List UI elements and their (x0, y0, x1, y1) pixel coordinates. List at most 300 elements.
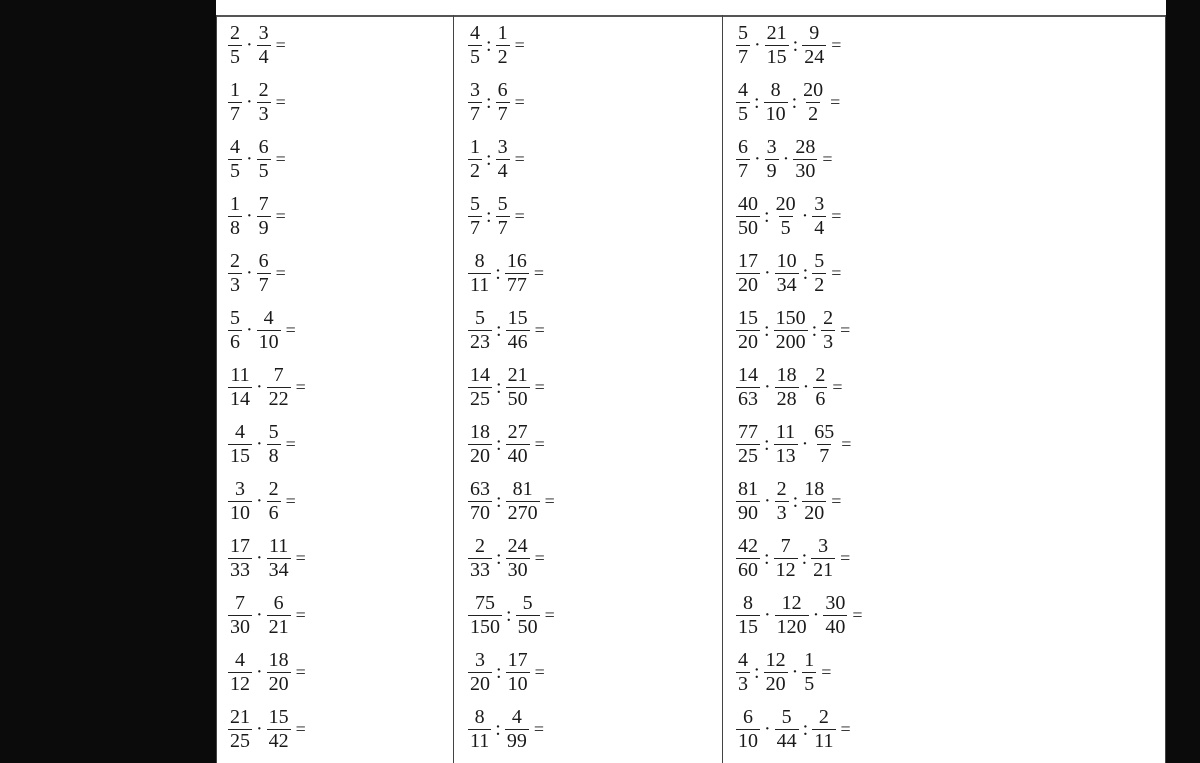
fraction (466, 22, 484, 69)
fraction (734, 592, 762, 639)
fraction (226, 193, 244, 240)
numerator: 4 (263, 307, 274, 329)
exercise-row (466, 17, 525, 74)
multiplication-dot: · (801, 433, 809, 455)
numerator: 4 (738, 649, 748, 671)
denominator: 7 (738, 160, 748, 182)
numerator: 4 (235, 649, 245, 671)
fraction (762, 79, 790, 126)
denominator: 10 (258, 331, 279, 353)
numerator: 18 (268, 649, 289, 671)
equals-sign: = (514, 149, 525, 169)
numerator: 24 (507, 535, 528, 557)
numerator: 4 (511, 706, 522, 728)
equals-sign: = (534, 548, 545, 568)
numerator: 6 (258, 136, 269, 158)
exercise-row (466, 644, 545, 701)
equals-sign: = (285, 320, 296, 340)
numerator: 8 (474, 706, 485, 728)
numerator: 21 (507, 364, 528, 386)
denominator: 30 (795, 160, 816, 182)
numerator: 7 (273, 364, 284, 386)
fraction (265, 592, 293, 639)
fraction (734, 136, 752, 183)
division-sign: : (801, 547, 808, 569)
fraction (255, 193, 273, 240)
denominator: 10 (738, 730, 758, 752)
numerator: 18 (470, 421, 490, 443)
multiplication-dot: · (246, 262, 253, 284)
fraction (504, 421, 532, 468)
denominator: 40 (825, 616, 846, 638)
numerator: 3 (235, 478, 245, 500)
equals-sign: = (544, 605, 555, 625)
fraction (762, 649, 790, 696)
denominator: 11 (470, 730, 490, 752)
numerator: 3 (258, 22, 269, 44)
numerator: 6 (743, 706, 753, 728)
numerator: 3 (470, 79, 480, 101)
exercise-row (226, 473, 296, 530)
fraction (226, 592, 254, 639)
numerator: 77 (738, 421, 758, 443)
numerator: 2 (475, 535, 485, 557)
fraction (809, 535, 837, 582)
numerator: 5 (814, 250, 825, 272)
numerator: 3 (766, 136, 777, 158)
numerator: 9 (809, 22, 820, 44)
exercise-row (734, 530, 850, 587)
denominator: 63 (738, 388, 758, 410)
numerator: 40 (738, 193, 758, 215)
division-sign: : (802, 718, 809, 740)
exercise-row (734, 188, 841, 245)
denominator: 46 (507, 331, 528, 353)
fraction (811, 364, 829, 411)
fraction (466, 250, 493, 297)
fraction (734, 421, 762, 468)
equals-sign: = (295, 719, 306, 739)
fraction (504, 649, 532, 696)
fraction (503, 250, 531, 297)
division-sign: : (486, 91, 492, 113)
denominator: 8 (230, 217, 240, 239)
exercise-row (734, 74, 840, 131)
exercise-row (226, 302, 296, 359)
numerator: 16 (506, 250, 527, 272)
fraction (810, 250, 828, 297)
fraction (466, 79, 484, 126)
fraction (504, 307, 532, 354)
fraction (773, 364, 801, 411)
fraction (255, 250, 273, 297)
fraction (504, 478, 542, 525)
denominator: 28 (776, 388, 797, 410)
division-sign: : (496, 547, 502, 569)
exercise-row (734, 131, 833, 188)
numerator: 42 (738, 535, 758, 557)
table-top-border (216, 15, 1166, 17)
fraction (466, 535, 494, 582)
denominator: 30 (230, 616, 250, 638)
denominator: 50 (738, 217, 758, 239)
denominator: 21 (268, 616, 289, 638)
equals-sign: = (295, 377, 306, 397)
exercise-row (226, 131, 286, 188)
fraction (734, 79, 752, 126)
exercise-row (226, 644, 306, 701)
denominator: 6 (268, 502, 279, 524)
equals-sign: = (831, 491, 842, 511)
denominator: 20 (738, 331, 758, 353)
multiplication-dot: · (246, 91, 253, 113)
division-sign: : (496, 433, 502, 455)
numerator: 15 (738, 307, 758, 329)
fraction (226, 649, 254, 696)
exercise-row (734, 17, 841, 74)
numerator: 3 (497, 136, 508, 158)
fraction (466, 706, 493, 753)
denominator: 6 (230, 331, 240, 353)
denominator: 8 (268, 445, 279, 467)
equals-sign: = (295, 548, 306, 568)
fraction (772, 535, 800, 582)
multiplication-dot: · (754, 34, 761, 56)
equals-sign: = (275, 206, 286, 226)
exercise-row (466, 74, 525, 131)
numerator: 1 (230, 193, 240, 215)
exercise-row (226, 359, 306, 416)
denominator: 2 (808, 103, 819, 125)
division-sign: : (791, 91, 798, 113)
exercise-row (734, 245, 841, 302)
equals-sign: = (285, 434, 296, 454)
division-sign: : (496, 490, 502, 512)
multiplication-dot: · (246, 148, 253, 170)
equals-sign: = (514, 35, 525, 55)
fraction (226, 535, 254, 582)
equals-sign: = (533, 719, 544, 739)
numerator: 7 (780, 535, 791, 557)
fraction (226, 364, 254, 411)
multiplication-dot: · (256, 433, 263, 455)
numerator: 14 (738, 364, 758, 386)
denominator: 22 (268, 388, 289, 410)
fraction (819, 307, 837, 354)
denominator: 12 (775, 559, 796, 581)
fraction (226, 22, 244, 69)
fraction (226, 250, 244, 297)
multiplication-dot: · (764, 490, 771, 512)
exercise-row (466, 587, 555, 644)
denominator: 20 (765, 673, 786, 695)
equals-sign: = (544, 491, 555, 511)
fraction (255, 22, 273, 69)
numerator: 30 (825, 592, 846, 614)
numerator: 8 (770, 79, 781, 101)
denominator: 3 (823, 331, 834, 353)
denominator: 14 (230, 388, 250, 410)
denominator: 3 (776, 502, 787, 524)
denominator: 20 (738, 274, 758, 296)
denominator: 5 (230, 46, 240, 68)
denominator: 7 (497, 217, 508, 239)
fraction (810, 421, 838, 468)
denominator: 23 (470, 331, 490, 353)
equals-sign: = (821, 662, 832, 682)
numerator: 1 (470, 136, 480, 158)
numerator: 20 (775, 193, 796, 215)
equals-sign: = (534, 320, 545, 340)
denominator: 2 (470, 160, 480, 182)
fraction (773, 592, 811, 639)
denominator: 4 (814, 217, 825, 239)
denominator: 150 (470, 616, 500, 638)
fraction (255, 79, 273, 126)
exercise-row (734, 701, 851, 758)
exercise-row (466, 701, 544, 758)
denominator: 10 (507, 673, 528, 695)
denominator: 34 (776, 274, 797, 296)
equals-sign: = (514, 206, 525, 226)
worksheet-page (216, 0, 1166, 763)
fraction (773, 706, 801, 753)
fraction (772, 307, 810, 354)
equals-sign: = (275, 263, 286, 283)
denominator: 12 (230, 673, 250, 695)
exercise-row (734, 359, 843, 416)
numerator: 14 (470, 364, 490, 386)
numerator: 65 (814, 421, 835, 443)
denominator: 33 (230, 559, 250, 581)
exercise-row (466, 416, 545, 473)
exercise-row (226, 17, 286, 74)
numerator: 6 (738, 136, 748, 158)
fraction (734, 706, 762, 753)
division-sign: : (496, 376, 502, 398)
equals-sign: = (831, 35, 842, 55)
denominator: 44 (776, 730, 797, 752)
fraction (810, 706, 837, 753)
fraction (226, 706, 254, 753)
division-sign: : (764, 319, 770, 341)
exercise-row (734, 473, 841, 530)
multiplication-dot: · (782, 148, 790, 170)
fraction (466, 364, 494, 411)
multiplication-dot: · (791, 661, 799, 683)
fraction (494, 193, 512, 240)
numerator: 17 (738, 250, 758, 272)
exercise-row (466, 188, 525, 245)
multiplication-dot: · (764, 604, 771, 626)
division-sign: : (496, 319, 502, 341)
equals-sign: = (275, 149, 286, 169)
equals-sign: = (832, 377, 843, 397)
exercise-row (466, 530, 545, 587)
numerator: 1 (497, 22, 508, 44)
numerator: 6 (258, 250, 269, 272)
denominator: 25 (230, 730, 250, 752)
equals-sign: = (840, 548, 851, 568)
fraction (763, 22, 791, 69)
equals-sign: = (831, 206, 842, 226)
denominator: 90 (738, 502, 758, 524)
fraction (734, 22, 752, 69)
numerator: 2 (776, 478, 787, 500)
fraction (265, 421, 283, 468)
numerator: 3 (818, 535, 829, 557)
multiplication-dot: · (764, 262, 771, 284)
fraction (734, 478, 762, 525)
division-sign: : (754, 661, 760, 683)
multiplication-dot: · (256, 718, 263, 740)
equals-sign: = (514, 92, 525, 112)
denominator: 50 (517, 616, 538, 638)
denominator: 270 (507, 502, 538, 524)
fraction (800, 478, 828, 525)
multiplication-dot: · (256, 604, 263, 626)
numerator: 2 (815, 364, 826, 386)
exercise-row (226, 530, 306, 587)
multiplication-dot: · (812, 604, 820, 626)
denominator: 7 (738, 46, 748, 68)
numerator: 6 (273, 592, 284, 614)
numerator: 5 (475, 307, 485, 329)
numerator: 63 (470, 478, 490, 500)
exercise-row (226, 416, 296, 473)
numerator: 150 (775, 307, 806, 329)
numerator: 17 (507, 649, 528, 671)
equals-sign: = (534, 662, 545, 682)
fraction (800, 22, 828, 69)
numerator: 4 (470, 22, 480, 44)
numerator: 5 (268, 421, 279, 443)
numerator: 4 (738, 79, 748, 101)
equals-sign: = (830, 92, 841, 112)
fraction (734, 250, 762, 297)
numerator: 81 (512, 478, 533, 500)
numerator: 5 (781, 706, 792, 728)
numerator: 1 (230, 79, 240, 101)
numerator: 18 (776, 364, 797, 386)
denominator: 7 (230, 103, 240, 125)
denominator: 120 (776, 616, 807, 638)
denominator: 3 (738, 673, 748, 695)
numerator: 11 (230, 364, 250, 386)
exercise-row (226, 701, 306, 758)
column-divider (722, 15, 723, 763)
fraction (772, 421, 800, 468)
table-left-border (216, 15, 217, 763)
division-sign: : (792, 34, 799, 56)
division-sign: : (506, 604, 512, 626)
fraction (734, 193, 762, 240)
division-sign: : (495, 718, 501, 740)
numerator: 17 (230, 535, 250, 557)
denominator: 99 (506, 730, 527, 752)
division-sign: : (764, 205, 770, 227)
equals-sign: = (534, 434, 545, 454)
column-divider (453, 15, 454, 763)
numerator: 3 (475, 649, 485, 671)
denominator: 7 (819, 445, 830, 467)
fraction (800, 649, 818, 696)
multiplication-dot: · (764, 718, 771, 740)
denominator: 5 (258, 160, 269, 182)
numerator: 11 (269, 535, 289, 557)
fraction (265, 478, 283, 525)
fraction (734, 364, 762, 411)
fraction (226, 79, 244, 126)
denominator: 15 (738, 616, 758, 638)
fraction (265, 364, 293, 411)
denominator: 200 (775, 331, 806, 353)
denominator: 5 (738, 103, 748, 125)
division-sign: : (792, 490, 799, 512)
exercise-row (466, 473, 555, 530)
division-sign: : (764, 547, 770, 569)
multiplication-dot: · (246, 205, 253, 227)
numerator: 15 (268, 706, 289, 728)
numerator: 21 (230, 706, 250, 728)
fraction (791, 136, 819, 183)
numerator: 2 (230, 250, 240, 272)
denominator: 11 (470, 274, 490, 296)
numerator: 21 (766, 22, 787, 44)
numerator: 4 (235, 421, 245, 443)
denominator: 15 (230, 445, 250, 467)
numerator: 1 (804, 649, 815, 671)
equals-sign: = (822, 149, 833, 169)
exercise-row (226, 587, 306, 644)
equals-sign: = (533, 263, 544, 283)
fraction (810, 193, 828, 240)
exercise-row (734, 587, 863, 644)
fraction (763, 136, 781, 183)
denominator: 5 (230, 160, 240, 182)
division-sign: : (486, 34, 492, 56)
numerator: 3 (814, 193, 825, 215)
numerator: 2 (268, 478, 279, 500)
division-sign: : (495, 262, 501, 284)
exercise-row (734, 302, 850, 359)
denominator: 20 (470, 673, 490, 695)
fraction (494, 136, 512, 183)
denominator: 9 (258, 217, 269, 239)
denominator: 50 (507, 388, 528, 410)
fraction (494, 22, 512, 69)
denominator: 4 (258, 46, 269, 68)
equals-sign: = (831, 263, 842, 283)
exercise-row (226, 188, 286, 245)
fraction (466, 478, 494, 525)
numerator: 5 (497, 193, 508, 215)
exercise-row (226, 245, 286, 302)
numerator: 2 (258, 79, 269, 101)
fraction (773, 250, 801, 297)
denominator: 10 (765, 103, 786, 125)
fraction (265, 535, 293, 582)
numerator: 15 (507, 307, 528, 329)
fraction (734, 535, 762, 582)
fraction (226, 136, 244, 183)
exercise-row (466, 131, 525, 188)
equals-sign: = (840, 320, 851, 340)
equals-sign: = (275, 92, 286, 112)
fraction (504, 535, 532, 582)
fraction (226, 307, 244, 354)
equals-sign: = (840, 719, 851, 739)
